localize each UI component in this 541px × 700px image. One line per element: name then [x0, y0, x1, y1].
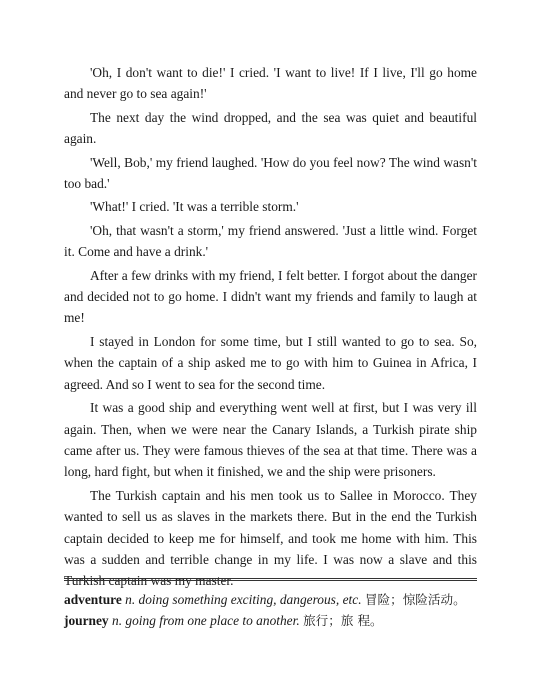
- paragraph: 'Well, Bob,' my friend laughed. 'How do you feel now? The wind wasn't too bad.': [64, 154, 477, 192]
- glossary: [64, 589, 484, 632]
- glossary-translation: 冒险；惊险活动。: [364, 592, 466, 607]
- paragraph: After a few drinks with my friend, I felt better. I forgot about the danger and decided not to go home. I didn't want my friends and family to laugh at me!: [64, 267, 477, 326]
- glossary-entry: [64, 589, 484, 610]
- paragraph: 'Oh, I don't want to die!' I cried. 'I want to live! If I live, I'll go home and never go to sea again!': [64, 65, 477, 102]
- footnote-divider: [64, 578, 477, 581]
- paragraph: It was a good ship and everything went well at first, but I was very ill again. Then, when we were near the Canary Islands, a Turkish pirate ship came after us. They were famous thieves of the sea at that time. There was a long, hard fight, but when it finished, we and the ship were prisoners.: [64, 400, 477, 480]
- story-text: [64, 62, 477, 594]
- paragraph: The Turkish captain and his men took us to Sallee in Morocco. They wanted to sell us as slaves in the markets there. But in the end the Turkish captain decided to keep me for himself, and took me home with him. This was a sudden and terrible change in my life. I was now a slave and this Turkish captain was my master.: [64, 487, 477, 589]
- glossary-definition: n. doing something exciting, dangerous, etc.: [125, 592, 362, 607]
- glossary-translation: 旅行；旅 程。: [303, 613, 383, 629]
- paragraph: The next day the wind dropped, and the sea was quiet and beautiful again.: [64, 109, 477, 147]
- paragraph: 'Oh, that wasn't a storm,' my friend answered. 'Just a little wind. Forget it. Come and have a drink.': [64, 222, 477, 260]
- paragraph: I stayed in London for some time, but I still wanted to go to sea. So, when the captain of a ship asked me to go with him to Guinea in Africa, I agreed. And so I went to sea for the second time.: [64, 333, 477, 392]
- paragraph: 'What!' I cried. 'It was a terrible storm.': [90, 199, 299, 215]
- glossary-definition: n. going from one place to another.: [112, 613, 300, 629]
- glossary-term: adventure: [64, 592, 122, 607]
- glossary-entry: [64, 610, 484, 631]
- glossary-term: journey: [64, 613, 109, 629]
